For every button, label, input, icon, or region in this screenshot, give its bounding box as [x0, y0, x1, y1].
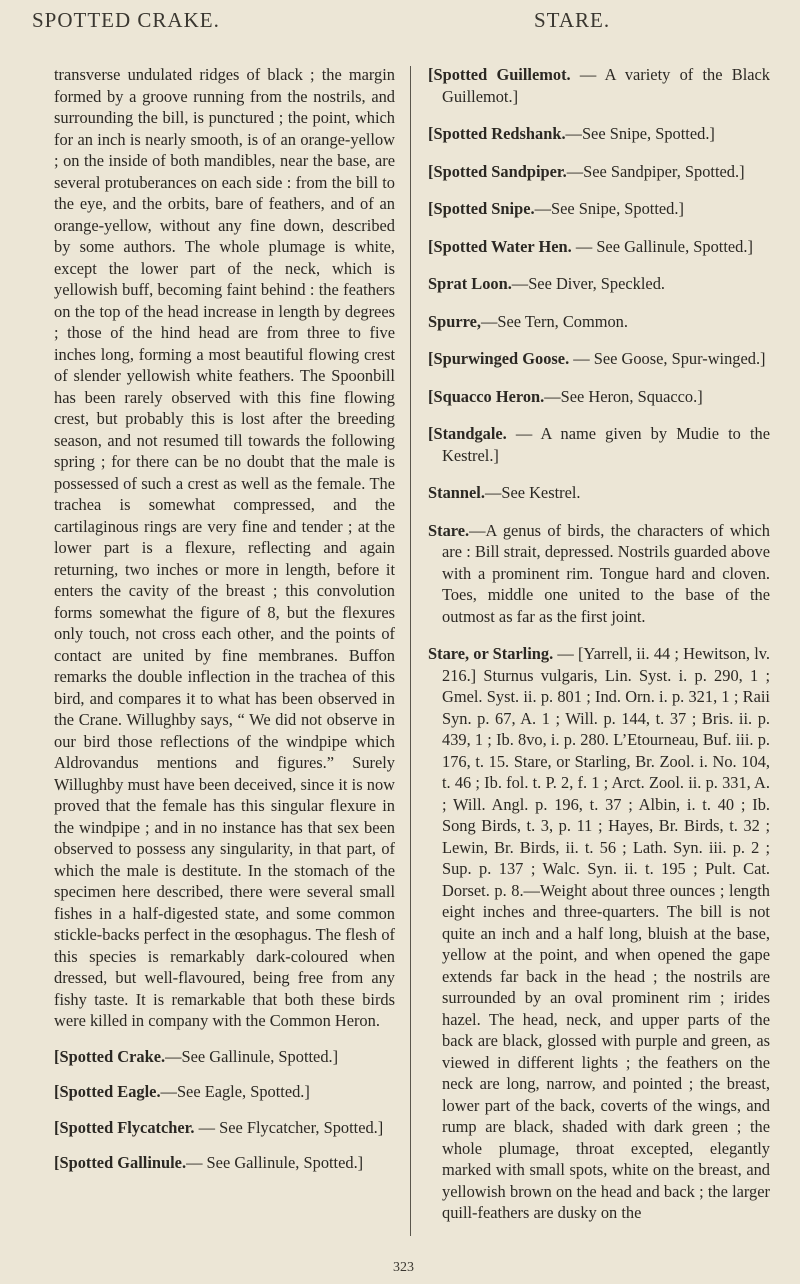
- entry-term: Spurre,: [428, 311, 481, 331]
- entry-text: — See Gallinule, Spotted.]: [186, 1153, 364, 1172]
- entry-term: Stannel.: [428, 483, 485, 502]
- entry-term: Sprat Loon.: [428, 274, 512, 293]
- column-divider: [410, 66, 411, 1236]
- entry-spotted-crake: [54, 1046, 395, 1068]
- entry-term: [Spotted Eagle.: [54, 1082, 161, 1101]
- entry-text: — A name given by Mudie to the Kestrel.]: [442, 424, 770, 465]
- entry-text: — See Goose, Spur-winged.]: [569, 349, 766, 368]
- entry-term: [Spotted Guillemot.: [428, 65, 571, 84]
- left-column: [54, 64, 395, 1174]
- entry-text: —See Eagle, Spotted.]: [160, 1082, 310, 1101]
- entry-term: Stare, or Starling.: [428, 644, 554, 663]
- entry-term: [Spotted Snipe.: [428, 199, 535, 218]
- entry-spotted-snipe: [428, 198, 770, 220]
- entry-text: —A genus of birds, the characters of which are : Bill strait, depressed. Nostrils guarded above with a prominent rim. Tongue hard and cloven. Toes, middle one united to the base of the outmost as far as the first joint.: [442, 520, 770, 626]
- entry-spotted-redshank: [428, 123, 770, 145]
- entry-term: [Spotted Water Hen.: [428, 236, 572, 256]
- entry-spurre: [428, 311, 770, 333]
- entry-text: — See Flycatcher, Spotted.]: [194, 1117, 384, 1137]
- entry-text: —See Gallinule, Spotted.]: [165, 1046, 339, 1066]
- continued-paragraph: transverse undulated ridges of black ; the margin formed by a groove running from the nostrils, and surrounding the bill, is punctured ; the point, which for an inch is nearly smooth, is of an orange-yellow ; on the inside of both mandibles, near the base, are several protuberances on each side : from the bill to the eye, and the orbits, bare of feathers, and of an orange-yellow, without any fine down, described by some authors. The whole plumage is white, except the lower part of the neck, which is yellowish buff, becoming faint behind : the feathers on the top of the head increase in length by degrees ; those of the hind head are from three to five inches long, forming a most beautiful flowing crest of slender yellowish white feathers. The Spoonbill has been rarely observed with this fine flowing crest, but probably this is lost after the breeding season, and not resumed till towards the following spring ; for there can be no doubt that the male is possessed of such a crest as well as the female. The trachea is somewhat compressed, and the cartilaginous rings are very fine and tender ; at the lower part is a flexure, reflecting and again returning, two inches or more in length, before it enters the cavity of the breast ; this convolution forms somewhat the figure of 8, but the flexures only touch, not cross each other, and the points of contact are united by fine membranes. Buffon remarks the double inflection in the trachea of this bird, and compares it to what has been observed in the Crane. Willughby says, “ We did not observe in our bird those reflections of the windpipe which Aldrovandus mentions and figures.” Surely Willughby must have been deceived, since it is now proved that the female has this singular flexure in the windpipe ; and in no instance has that sex been observed to possess any singularity, in that part, of which the male is destitute. In the stomach of the specimen here described, there were several small fishes in a half-digested state, and some common stickle-backs perfect in the œsophagus. The flesh of this species is remarkably dark-coloured when dressed, but well-flavoured, being free from any fishy taste. It is remarkable that both these birds were killed in company with the Common Heron.: [54, 65, 395, 1030]
- entry-text: — [Yarrell, ii. 44 ; Hewitson, lv. 216.] Sturnus vulgaris, Lin. Syst. i. p. 290, 1 ; Gmel. Syst. ii. p. 801 ; Ind. Orn. i. p. 321, 1 ; Raii Syn. p. 67, A. 1 ; Will. p. 144, t. 37 ; Bris. ii. p. 439, 1 ; Ib. 8vo, i. p. 280. L’Etourneau, Buf. iii. p. 176, t. 15. Stare, or Starling, Br. Zool. i. No. 104, t. 46 ; Ib. fol. t. P. 2, f. 1 ; Arct. Zool. ii. p. 331, A. ; Will. Angl. p. 196, t. 37 ; Albin, i. t. 40 ; Ib. Song Birds, t. 3, p. 11 ; Hayes, Br. Birds, t. 32 ; Lewin, Br. Birds, ii. t. 56 ; Lath. Syn. iii. p. 2 ; Sup. p. 137 ; Walc. Syn. ii. t. 195 ; Pult. Cat. Dorset. p. 8.—Weight about three ounces ; length eight inches and three-quarters. The bill is not quite an inch and a half long, bluish at the base, yellow at the point, and when opened the gape extends far back in the head ; the nostrils are surrounded by an oval prominent rim ; irides hazel. The head, neck, and upper parts of the back are black, glossed with purple and green, as viewed in different lights ; the feathers on the neck are long, narrow, and pointed ; the breast, lower part of the back, coverts of the wings, and rump are black, shaded with dark green ; the whole plumage, throat excepted, elegantly marked with small spots, white on the breast, and yellowish brown on the head and back ; the larger quill-feathers are dusky on the: [442, 644, 770, 1222]
- entry-text: —See Heron, Squacco.]: [544, 386, 703, 406]
- entry-text: —See Tern, Common.: [480, 311, 628, 331]
- entry-text: — A variety of the Black Guillemot.]: [442, 65, 770, 106]
- entry-text: —See Snipe, Spotted.]: [565, 124, 715, 143]
- running-head-right: STARE.: [534, 8, 611, 32]
- entry-stare-or-starling: [428, 643, 770, 1224]
- entry-text: —See Kestrel.: [484, 483, 581, 502]
- entry-term: [Spotted Sandpiper.: [428, 161, 567, 181]
- entry-spurwinged-goose: [428, 348, 770, 370]
- entry-text: — See Gallinule, Spotted.]: [571, 236, 753, 256]
- entry-term: [Spotted Flycatcher.: [54, 1117, 195, 1137]
- entry-term: [Spotted Crake.: [54, 1046, 166, 1066]
- entry-squacco-heron: [428, 386, 770, 408]
- entry-text: —See Diver, Speckled.: [511, 274, 665, 293]
- entry-sprat-loon: [428, 273, 770, 295]
- entry-term: [Squacco Heron.: [428, 386, 545, 406]
- entry-standgale: [428, 423, 770, 466]
- page-number: 323: [393, 1260, 414, 1275]
- entry-spotted-guillemot: [428, 64, 770, 107]
- running-head-left: SPOTTED CRAKE.: [32, 8, 220, 32]
- entry-term: Stare.: [428, 520, 470, 540]
- entry-spotted-gallinule: [54, 1152, 395, 1174]
- entry-term: [Spotted Redshank.: [428, 124, 566, 143]
- entry-spotted-water-hen: [428, 236, 770, 258]
- entry-term: [Standgale.: [428, 424, 507, 443]
- entry-spotted-sandpiper: [428, 161, 770, 183]
- entry-text: —See Sandpiper, Spotted.]: [566, 161, 745, 181]
- entry-spotted-flycatcher: [54, 1117, 395, 1139]
- entry-stannel: [428, 482, 770, 504]
- entry-term: [Spurwinged Goose.: [428, 349, 570, 368]
- entry-spotted-eagle: [54, 1081, 395, 1103]
- entry-term: [Spotted Gallinule.: [54, 1153, 187, 1172]
- entry-stare-genus: [428, 520, 770, 628]
- entry-text: —See Snipe, Spotted.]: [534, 199, 684, 218]
- right-column: [428, 64, 770, 1224]
